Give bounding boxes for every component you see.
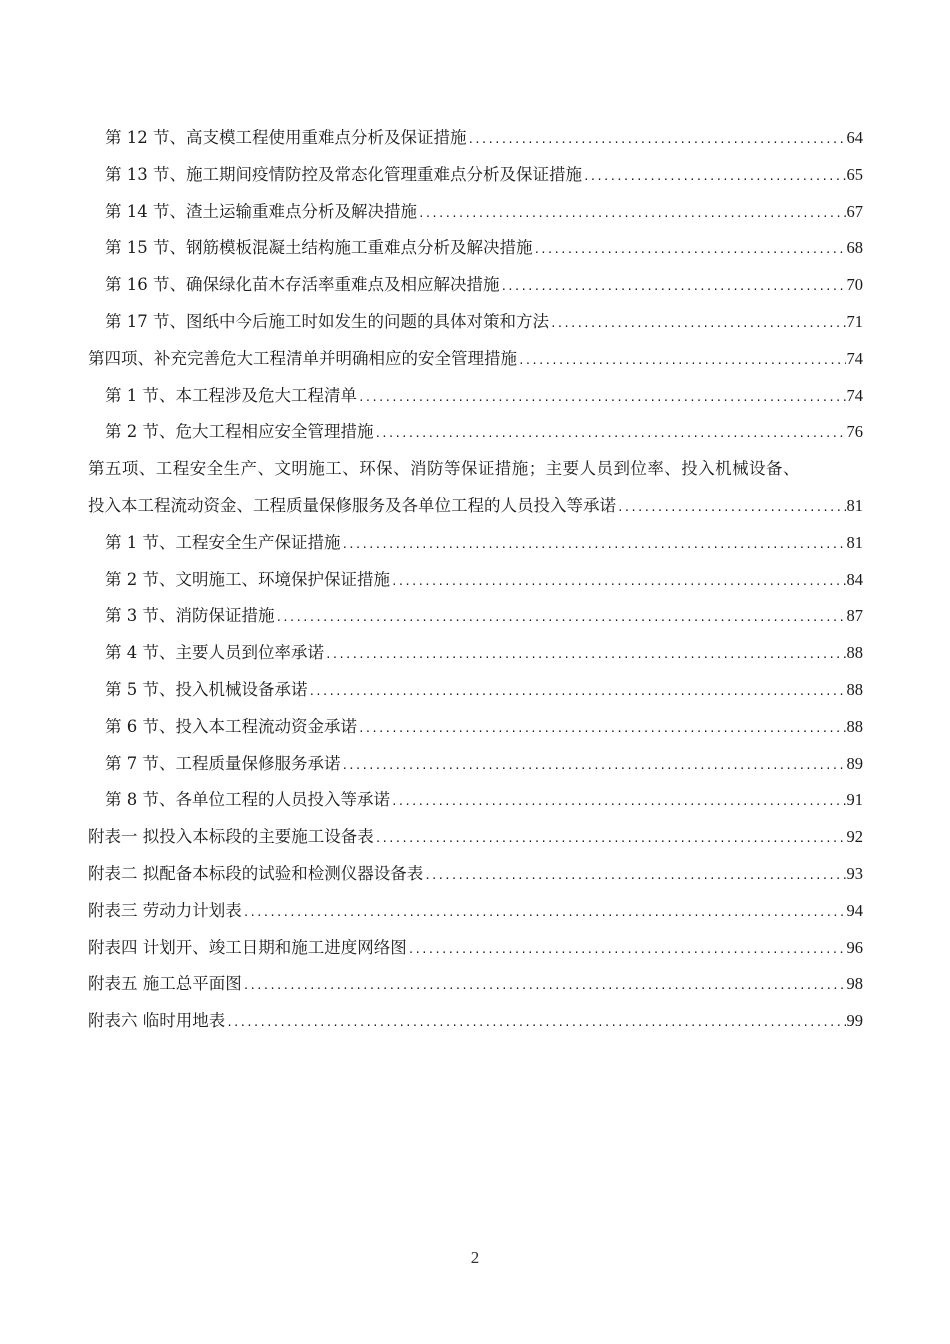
toc-entry-title: 第 15 节、钢筋模板混凝土结构施工重难点分析及解决措施 (105, 238, 533, 258)
toc-entry-page: 64 (846, 128, 863, 147)
dot-leader (534, 232, 846, 269)
toc-entry-page: 74 (846, 385, 863, 405)
dot-leader (342, 527, 846, 564)
toc-entry-page: 76 (846, 422, 863, 442)
dot-leader (358, 380, 846, 417)
toc-entry-page: 87 (846, 606, 863, 626)
toc-entry-title: 第 13 节、施工期间疫情防控及常态化管理重难点分析及保证措施 (105, 164, 582, 184)
toc-entry-title: 附表三 劳动力计划表 (88, 900, 242, 920)
dot-leader (309, 674, 846, 711)
toc-entry-page: 98 (846, 974, 863, 994)
dot-leader (391, 564, 846, 601)
toc-entry-title: 第 6 节、投入本工程流动资金承诺 (105, 716, 357, 736)
toc-entry-title: 第 3 节、消防保证措施 (105, 606, 275, 626)
dot-leader (243, 895, 846, 932)
toc-entry-page: 81 (846, 532, 863, 552)
toc-entry-title: 附表一 拟投入本标段的主要施工设备表 (88, 827, 374, 847)
dot-leader (518, 343, 846, 380)
toc-entry-title: 第 2 节、文明施工、环境保护保证措施 (105, 569, 390, 589)
toc-entry-page: 96 (846, 937, 863, 957)
toc-entry-title: 第 7 节、工程质量保修服务承诺 (105, 753, 341, 773)
table-of-contents (88, 120, 863, 1040)
toc-entry-title: 第 1 节、工程安全生产保证措施 (105, 532, 341, 552)
toc-entry[interactable] (88, 746, 863, 783)
toc-entry-title: 第 12 节、高支模工程使用重难点分析及保证措施 (105, 128, 467, 147)
toc-entry[interactable] (88, 414, 863, 451)
toc-entry[interactable] (88, 267, 863, 304)
toc-entry[interactable] (88, 230, 863, 267)
toc-entry[interactable] (88, 341, 863, 378)
toc-entry-title: 第 1 节、本工程涉及危大工程清单 (105, 385, 357, 405)
dot-leader (550, 306, 846, 343)
toc-entry-page: 99 (846, 1011, 863, 1031)
toc-entry[interactable] (88, 194, 863, 231)
dot-leader (418, 196, 846, 233)
toc-entry-page: 91 (846, 790, 863, 810)
toc-entry-page: 71 (846, 311, 863, 331)
toc-entry-title: 第 8 节、各单位工程的人员投入等承诺 (105, 790, 390, 810)
toc-entry-title: 附表二 拟配备本标段的试验和检测仪器设备表 (88, 863, 424, 883)
toc-entry[interactable] (88, 966, 863, 1003)
toc-entry[interactable] (88, 157, 863, 194)
dot-leader (276, 600, 846, 637)
dot-leader (391, 784, 846, 821)
toc-entry-page: 65 (846, 164, 863, 184)
toc-entry-title: 投入本工程流动资金、工程质量保修服务及各单位工程的人员投入等承诺 (88, 495, 616, 515)
toc-entry-page: 88 (846, 716, 863, 736)
dot-leader (243, 968, 846, 1005)
toc-entry[interactable] (88, 525, 863, 562)
dot-leader (424, 858, 845, 895)
toc-entry-title: 附表四 计划开、竣工日期和施工进度网络图 (88, 937, 407, 957)
dot-leader (226, 1005, 845, 1042)
toc-entry-page: 68 (846, 238, 863, 258)
toc-entry[interactable] (88, 488, 863, 525)
toc-entry-page: 74 (846, 348, 863, 368)
toc-entry-page: 70 (846, 275, 863, 295)
toc-entry[interactable] (88, 562, 863, 599)
toc-entry-title: 第 4 节、主要人员到位率承诺 (105, 643, 324, 663)
toc-entry[interactable] (88, 120, 863, 157)
toc-entry[interactable] (88, 930, 863, 967)
toc-entry[interactable] (88, 378, 863, 415)
toc-entry-title: 附表五 施工总平面图 (88, 974, 242, 994)
toc-entry-title: 附表六 临时用地表 (88, 1011, 226, 1031)
toc-entry-page: 89 (846, 753, 863, 773)
dot-leader (468, 122, 846, 159)
toc-entry[interactable] (88, 598, 863, 635)
toc-entry[interactable] (88, 893, 863, 930)
toc-entry[interactable] (88, 709, 863, 746)
toc-entry-page: 94 (846, 900, 863, 920)
toc-entry[interactable] (88, 1003, 863, 1040)
toc-entry[interactable] (88, 782, 863, 819)
page-number: 2 (470, 1248, 480, 1267)
toc-entry-page: 67 (846, 201, 863, 221)
toc-entry-page: 81 (846, 495, 863, 515)
toc-entry-title: 第 16 节、确保绿化苗木存活率重难点及相应解决措施 (105, 275, 500, 295)
toc-entry-title: 第 14 节、渣土运输重难点分析及解决措施 (105, 201, 417, 221)
toc-entry[interactable] (88, 304, 863, 341)
toc-entry-title-line[interactable]: 第五项、工程安全生产、文明施工、环保、消防等保证措施；主要人员到位率、投入机械设备、 (88, 459, 800, 479)
dot-leader (375, 821, 846, 858)
toc-entry-page: 92 (846, 827, 863, 847)
toc-entry-page: 84 (846, 569, 863, 589)
dot-leader (325, 637, 846, 674)
toc-entry-title: 第 17 节、图纸中今后施工时如发生的问题的具体对策和方法 (105, 311, 549, 331)
toc-entry-page: 93 (846, 863, 863, 883)
dot-leader (617, 490, 846, 527)
toc-entry[interactable] (88, 856, 863, 893)
dot-leader (342, 748, 846, 785)
dot-leader (375, 416, 846, 453)
toc-entry[interactable] (88, 819, 863, 856)
dot-leader (358, 711, 846, 748)
toc-entry-title: 第 5 节、投入机械设备承诺 (105, 679, 308, 699)
dot-leader (501, 269, 846, 306)
toc-entry[interactable] (88, 672, 863, 709)
toc-entry-page: 88 (846, 679, 863, 699)
toc-entry-page: 88 (846, 643, 863, 663)
toc-entry-title: 第 2 节、危大工程相应安全管理措施 (105, 422, 374, 442)
toc-entry-title: 第四项、补充完善危大工程清单并明确相应的安全管理措施 (88, 348, 517, 368)
dot-leader (583, 159, 846, 196)
dot-leader (408, 932, 846, 969)
toc-entry[interactable] (88, 635, 863, 672)
